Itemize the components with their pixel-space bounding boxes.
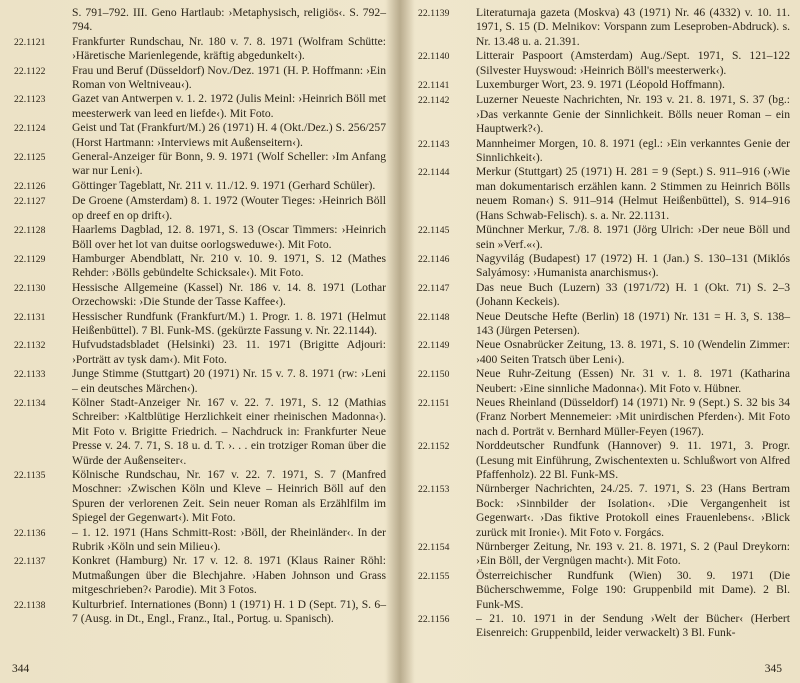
right-page — [400, 0, 800, 683]
bibliography-entry — [14, 598, 386, 627]
gutter-shadow — [386, 0, 400, 683]
entry-text: Gazet van Antwerpen v. 1. 2. 1972 (Julis Meinl: ›Heinrich Böll met meesterwerk van leed en liefde‹). Mit Foto. — [72, 92, 386, 120]
entry-text: Kölnische Rundschau, Nr. 167 v. 22. 7. 1971, S. 7 (Manfred Moschner: ›Zwischen Köln und Kleve – Heinrich Böll auf den Spuren der verlorenen Zeit. Sein neuer Roman als Erzählfilm im Spiegel der Gegenwart‹). Mit Foto. — [72, 468, 386, 525]
bibliography-entry — [418, 367, 790, 396]
entry-number: 22.1136 — [14, 527, 46, 539]
entry-number: 22.1156 — [418, 614, 450, 626]
bibliography-entry — [14, 92, 386, 121]
bibliography-entry — [14, 396, 386, 468]
entry-text: Das neue Buch (Luzern) 33 (1971/72) H. 1 (Okt. 71) S. 2–3 (Johann Keckeis). — [476, 280, 790, 309]
entry-number: 22.1148 — [418, 311, 450, 323]
entry-text: Nürnberger Nachrichten, 24./25. 7. 1971, S. 23 (Hans Bertram Bock: ›Sinnbilder der Isolation‹. ›Die Vergangenheit ist Gegenwart‹. ›Das fiktive Protokoll eines Frauenlebens‹. ›Blick zurück mit Ironie‹). Mit Foto v. Forgács. — [476, 482, 790, 539]
bibliography-entry — [14, 121, 386, 150]
entry-text: Mannheimer Morgen, 10. 8. 1971 (egl.: ›Ein verkanntes Genie der Sinnlichkeit‹). — [476, 136, 790, 165]
entry-number: 22.1130 — [14, 282, 46, 294]
entry-text: Frankfurter Rundschau, Nr. 180 v. 7. 8. 1971 (Wolfram Schütte: ›Häretische Marienlegende, kräftig abgedunkelt‹). — [72, 34, 386, 63]
entry-text: Kulturbrief. Internationes (Bonn) 1 (1971) H. 1 D (Sept. 71), S. 6–7 (Ausg. in Dt., Engl., Franz., Ital., Portug. u. Spanisch). — [72, 597, 386, 626]
entry-text: Konkret (Hamburg) Nr. 17 v. 12. 8. 1971 (Klaus Rainer Röhl: Mutmaßungen über die Blechjahre. ›Haben Johnson und Grass mitgeschrieben?‹ Parodie). Mit 3 Fotos. — [72, 554, 386, 597]
bibliography-entry — [14, 64, 386, 93]
entry-number: 22.1150 — [418, 369, 450, 381]
entry-text: Neue Deutsche Hefte (Berlin) 18 (1971) Nr. 131 = H. 3, S. 138–143 (Jürgen Petersen). — [476, 309, 790, 337]
entry-text: Merkur (Stuttgart) 25 (1971) H. 281 = 9 (Sept.) S. 911–916 (›Wie man dokumentarisch erzählen kann. 2 Stimmen zu Heinrich Bölls neuem Roman‹) S. 911–914 (Helmut Heißenbüttel), S. 914–916 (Hans Schwab-Felisch). s. a. Nr. 22.1131. — [476, 165, 790, 222]
entry-number: 22.1127 — [14, 196, 46, 208]
bibliography-entry — [14, 35, 386, 64]
entry-number: 22.1142 — [418, 95, 450, 107]
bibliography-entry — [14, 468, 386, 526]
bibliography-entry — [14, 526, 386, 555]
bibliography-entry — [418, 165, 790, 223]
entry-text: Nagyvilág (Budapest) 17 (1972) H. 1 (Jan.) S. 130–131 (Miklós Salyámosy: ›Humanista anarchismus‹). — [476, 251, 790, 280]
entry-text: Litterair Paspoort (Amsterdam) Aug./Sept. 1971, S. 121–122 (Silvester Huyswoud: ›Heinrich Böll's meesterwerk‹). — [476, 49, 790, 77]
page-number: 345 — [764, 663, 782, 675]
bibliography-entry — [14, 6, 386, 35]
entry-number: 22.1141 — [418, 80, 450, 92]
entry-number: 22.1149 — [418, 340, 450, 352]
bibliography-entry — [418, 6, 790, 49]
bibliography-entry — [418, 223, 790, 252]
bibliography-entry — [418, 93, 790, 136]
entry-number: 22.1128 — [14, 225, 46, 237]
entry-number: 22.1133 — [14, 369, 46, 381]
entry-text: Österreichischer Rundfunk (Wien) 30. 9. 1971 (Die Bücherschwemme, Folge 190: Gruppenbild mit Dame). 2 Bl. Funk-MS. — [476, 568, 790, 611]
entry-text: Kölner Stadt-Anzeiger Nr. 167 v. 22. 7. 1971, S. 12 (Mathias Schreiber: ›Kaltblütige Herzlichkeit einer rheinischen Madonna‹). Mit Foto v. Brigitte Friedrich. – Nachdruck in: Frankfurter Neue Presse v. 24. 7. 71, S. 18 u. d. T. ›. . . ein trotziger Roman über die Würde der Außenseiter‹. — [72, 395, 386, 467]
entry-text: Neue Osnabrücker Zeitung, 13. 8. 1971, S. 10 (Wendelin Zimmer: ›400 Seiten Tratsch über Leni‹). — [476, 338, 790, 366]
entry-text: De Groene (Amsterdam) 8. 1. 1972 (Wouter Tieges: ›Heinrich Böll op dreef en op drift‹). — [72, 194, 386, 222]
entry-number: 22.1143 — [418, 138, 450, 150]
bibliography-entry — [418, 281, 790, 310]
entry-text: Hufvudstadsbladet (Helsinki) 23. 11. 1971 (Brigitte Adjouri: ›Porträtt av tysk dam‹). Mit Foto. — [72, 338, 386, 366]
bibliography-entry — [14, 554, 386, 597]
entry-list — [14, 6, 386, 626]
entry-number: 22.1146 — [418, 253, 450, 265]
entry-number: 22.1140 — [418, 51, 450, 63]
bibliography-entry — [418, 49, 790, 78]
entry-number: 22.1123 — [14, 94, 46, 106]
entry-number: 22.1124 — [14, 123, 46, 135]
bibliography-entry — [418, 569, 790, 612]
entry-text: Literaturnaja gazeta (Moskva) 43 (1971) Nr. 46 (4332) v. 10. 11. 1971, S. 15 (D. Melnikov: Vorspann zum Leseproben-Abdruck). s. Nr. 13.48 u. a. 21.391. — [476, 6, 790, 48]
entry-number: 22.1126 — [14, 180, 46, 192]
entry-number: 22.1144 — [418, 167, 450, 179]
entry-text: – 1. 12. 1971 (Hans Schmitt-Rost: ›Böll, der Rheinländer‹. In der Rubrik ›Köln und sein Milieu‹). — [72, 525, 386, 554]
entry-text: Frau und Beruf (Düsseldorf) Nov./Dez. 1971 (H. P. Hoffmann: ›Ein Roman von Weltniveau‹). — [72, 63, 386, 92]
entry-number: 22.1137 — [14, 556, 46, 568]
bibliography-entry — [14, 367, 386, 396]
bibliography-entry — [418, 78, 790, 93]
bibliography-entry — [14, 252, 386, 281]
entry-number — [14, 6, 72, 35]
entry-text: Junge Stimme (Stuttgart) 20 (1971) Nr. 15 v. 7. 8. 1971 (rw: ›Leni – ein deutsches Märchen‹). — [72, 367, 386, 395]
bibliography-entry — [14, 281, 386, 310]
entry-list — [418, 6, 790, 641]
entry-number: 22.1135 — [14, 470, 46, 481]
entry-text: Neues Rheinland (Düsseldorf) 14 (1971) Nr. 9 (Sept.) S. 32 bis 34 (Franz Norbert Mennemeier: ›Mit unirdischen Pferden‹). Mit Foto nach d. Porträt v. Bernhard Müller-Feyen (1967). — [476, 395, 790, 438]
entry-number: 22.1155 — [418, 570, 450, 582]
bibliography-entry — [418, 137, 790, 166]
entry-number: 22.1121 — [14, 36, 46, 48]
entry-text: Münchner Merkur, 7./8. 8. 1971 (Jörg Ulrich: ›Der neue Böll und sein »Verf.«‹). — [476, 223, 790, 251]
entry-number: 22.1145 — [418, 225, 450, 237]
bibliography-entry — [14, 179, 386, 194]
entry-number: 22.1122 — [14, 65, 46, 77]
entry-number: 22.1131 — [14, 311, 46, 323]
entry-text: Hessische Allgemeine (Kassel) Nr. 186 v. 14. 8. 1971 (Lothar Orzechowski: ›Die Stunde der Tasse Kaffee‹). — [72, 280, 386, 309]
bibliography-entry — [418, 612, 790, 641]
entry-text: Neue Ruhr-Zeitung (Essen) Nr. 31 v. 1. 8. 1971 (Katharina Neubert: ›Eine sinnliche Madonna‹). Mit Foto v. Hübner. — [476, 367, 790, 395]
page-number: 344 — [12, 663, 30, 675]
bibliography-entry — [418, 540, 790, 569]
entry-text: Hessischer Rundfunk (Frankfurt/M.) 1. Progr. 1. 8. 1971 (Helmut Heißenbüttel). 7 Bl. Funk-MS. (gekürzte Fassung v. Nr. 22.1144). — [72, 309, 386, 337]
bibliography-entry — [418, 310, 790, 339]
entry-text: General-Anzeiger für Bonn, 9. 9. 1971 (Wolf Scheller: ›Im Anfang war nur Leni‹). — [72, 150, 386, 178]
entry-text: Luzerner Neueste Nachrichten, Nr. 193 v. 21. 8. 1971, S. 37 (bg.: ›Das verkannte Genie der Sinnlichkeit. Bölls neuer Roman – ein Hauptwerk?‹). — [476, 93, 790, 136]
bibliography-entry — [14, 223, 386, 252]
bibliography-entry — [418, 482, 790, 540]
entry-text: – 21. 10. 1971 in der Sendung ›Welt der Bücher‹ (Herbert Eisenreich: Gruppenbild, leider verwackelt) 3 Bl. Funk- — [476, 612, 790, 640]
bibliography-entry — [14, 150, 386, 179]
entry-number: 22.1134 — [14, 397, 46, 409]
entry-text: Geist und Tat (Frankfurt/M.) 26 (1971) H. 4 (Okt./Dez.) S. 256/257 (Horst Hartmann: ›Interviews mit Außenseitern‹). — [72, 121, 386, 149]
entry-number: 22.1153 — [418, 484, 450, 496]
entry-number: 22.1147 — [418, 282, 450, 294]
entry-number: 22.1151 — [418, 397, 450, 409]
entry-text: Göttinger Tageblatt, Nr. 211 v. 11./12. 9. 1971 (Gerhard Schüler). — [72, 178, 376, 192]
entry-text: Luxemburger Wort, 23. 9. 1971 (Léopold Hoffmann). — [476, 78, 725, 92]
entry-text: Haarlems Dagblad, 12. 8. 1971, S. 13 (Oscar Timmers: ›Heinrich Böll over het lot van duitse oorlogsweduwe‹). Mit Foto. — [72, 223, 386, 251]
entry-number: 22.1139 — [418, 8, 450, 19]
bibliography-entry — [418, 338, 790, 367]
bibliography-entry — [418, 396, 790, 439]
entry-text: Nürnberger Zeitung, Nr. 193 v. 21. 8. 1971, S. 2 (Paul Dreykorn: ›Ein Böll, der Vergnügen macht‹). Mit Foto. — [476, 540, 790, 568]
entry-number: 22.1132 — [14, 340, 46, 352]
bibliography-entry — [14, 338, 386, 367]
entry-number: 22.1138 — [14, 599, 46, 611]
entry-number: 22.1125 — [14, 152, 46, 164]
bibliography-entry — [14, 194, 386, 223]
bibliography-entry — [418, 439, 790, 482]
entry-number: 22.1154 — [418, 542, 450, 554]
entry-number: 22.1152 — [418, 441, 450, 453]
entry-text: Hamburger Abendblatt, Nr. 210 v. 10. 9. 1971, S. 12 (Mathes Rehder: ›Bölls gebündelte Schicksale‹). Mit Foto. — [72, 251, 386, 280]
entry-number: 22.1129 — [14, 253, 46, 265]
bibliography-entry — [418, 252, 790, 281]
gutter-shadow — [400, 0, 414, 683]
bibliography-entry — [14, 310, 386, 339]
entry-text: S. 791–792. III. Geno Hartlaub: ›Metaphysisch, religiös‹. S. 792–794. — [72, 6, 386, 34]
entry-text: Norddeutscher Rundfunk (Hannover) 9. 11. 1971, 3. Progr. (Lesung mit Einführung, Zwischentexten u. Schlußwort von Alfred Pfaffenholz). 22 Bl. Funk-MS. — [476, 439, 790, 481]
